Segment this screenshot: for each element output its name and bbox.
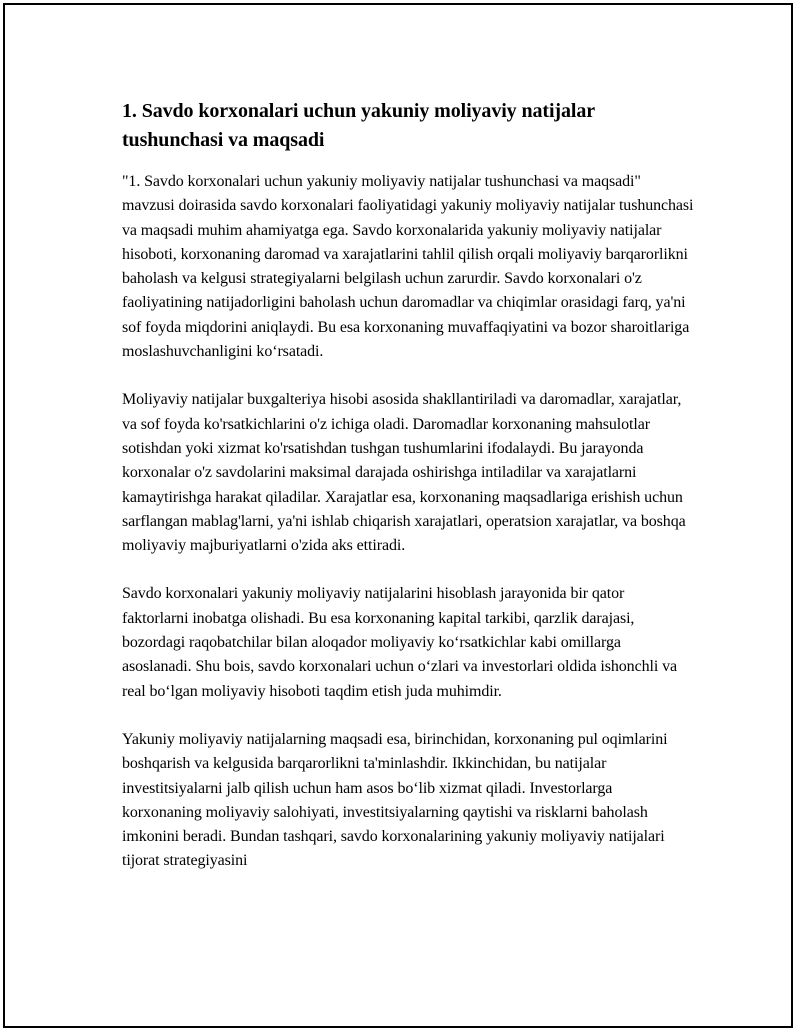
paragraph-3: Savdo korxonalari yakuniy moliyaviy natijalarini hisoblash jarayonida bir qator faktorlarni inobatga olishadi. Bu esa korxonaning kapital tarkibi, qarzlik darajasi, bozordagi raqobatchilar bilan aloqador moliyaviy ko‘rsatkichlar kabi omillarga asoslanadi. Shu bois, savdo korxonalari uchun o‘zlari va investorlari oldida ishonchli va real bo‘lgan moliyaviy hisoboti taqdim etish juda muhimdir.: [122, 585, 677, 700]
section-heading: 1. Savdo korxonalari uchun yakuniy moliyaviy natijalar tushunchasi va maqsadi: [122, 100, 595, 151]
page-frame: [3, 3, 793, 1028]
paragraph-4: Yakuniy moliyaviy natijalarning maqsadi esa, birinchidan, korxonaning pul oqimlarini boshqarish va kelgusida barqarorlikni ta'minlashdir. Ikkinchidan, bu natijalar investitsiyalarni jalb qilish uchun ham asos bo‘lib xizmat qiladi. Investorlarga korxonaning moliyaviy salohiyati, investitsiyalarning qaytishi va risklarni baholash imkonini beradi. Bundan tashqari, savdo korxonalarining yakuniy moliyaviy natijalari tijorat strategiyasini: [122, 730, 668, 870]
paragraph-1: "1. Savdo korxonalari uchun yakuniy moliyaviy natijalar tushunchasi va maqsadi" mavzusi doirasida savdo korxonalari faoliyatidagi yakuniy moliyaviy natijalar tushunchasi va maqsadi muhim ahamiyatga ega. Savdo korxonalarida yakuniy moliyaviy natijalar hisoboti, korxonaning daromad va xarajatlarini tahlil qilish orqali moliyaviy barqarorlikni baholash va kelgusi strategiyalarni belgilash uchun zarurdir. Savdo korxonalari o'z faoliyatining natijadorligini baholash uchun daromadlar va chiqimlar orasidagi farq, ya'ni sof foyda miqdorini aniqlaydi. Bu esa korxonaning muvaffaqiyatini va bozor sharoitlariga moslashuvchanligini ko‘rsatadi.: [122, 173, 694, 361]
document-body: [122, 97, 694, 898]
paragraph-2: Moliyaviy natijalar buxgalteriya hisobi asosida shakllantiriladi va daromadlar, xarajatlar, va sof foyda ko'rsatkichlarini o'z ichiga oladi. Daromadlar korxonaning mahsulotlar sotishdan yoki xizmat ko'rsatishdan tushgan tushumlarini ifodalaydi. Bu jarayonda korxonalar o'z savdolarini maksimal darajada oshirishga intiladilar va xarajatlarni kamaytirishga harakat qiladilar. Xarajatlar esa, korxonaning maqsadlariga erishish uchun sarflangan mablag'larni, ya'ni ishlab chiqarish xarajatlari, operatsion xarajatlar, va boshqa moliyaviy majburiyatlarni o'zida aks ettiradi.: [122, 391, 686, 555]
